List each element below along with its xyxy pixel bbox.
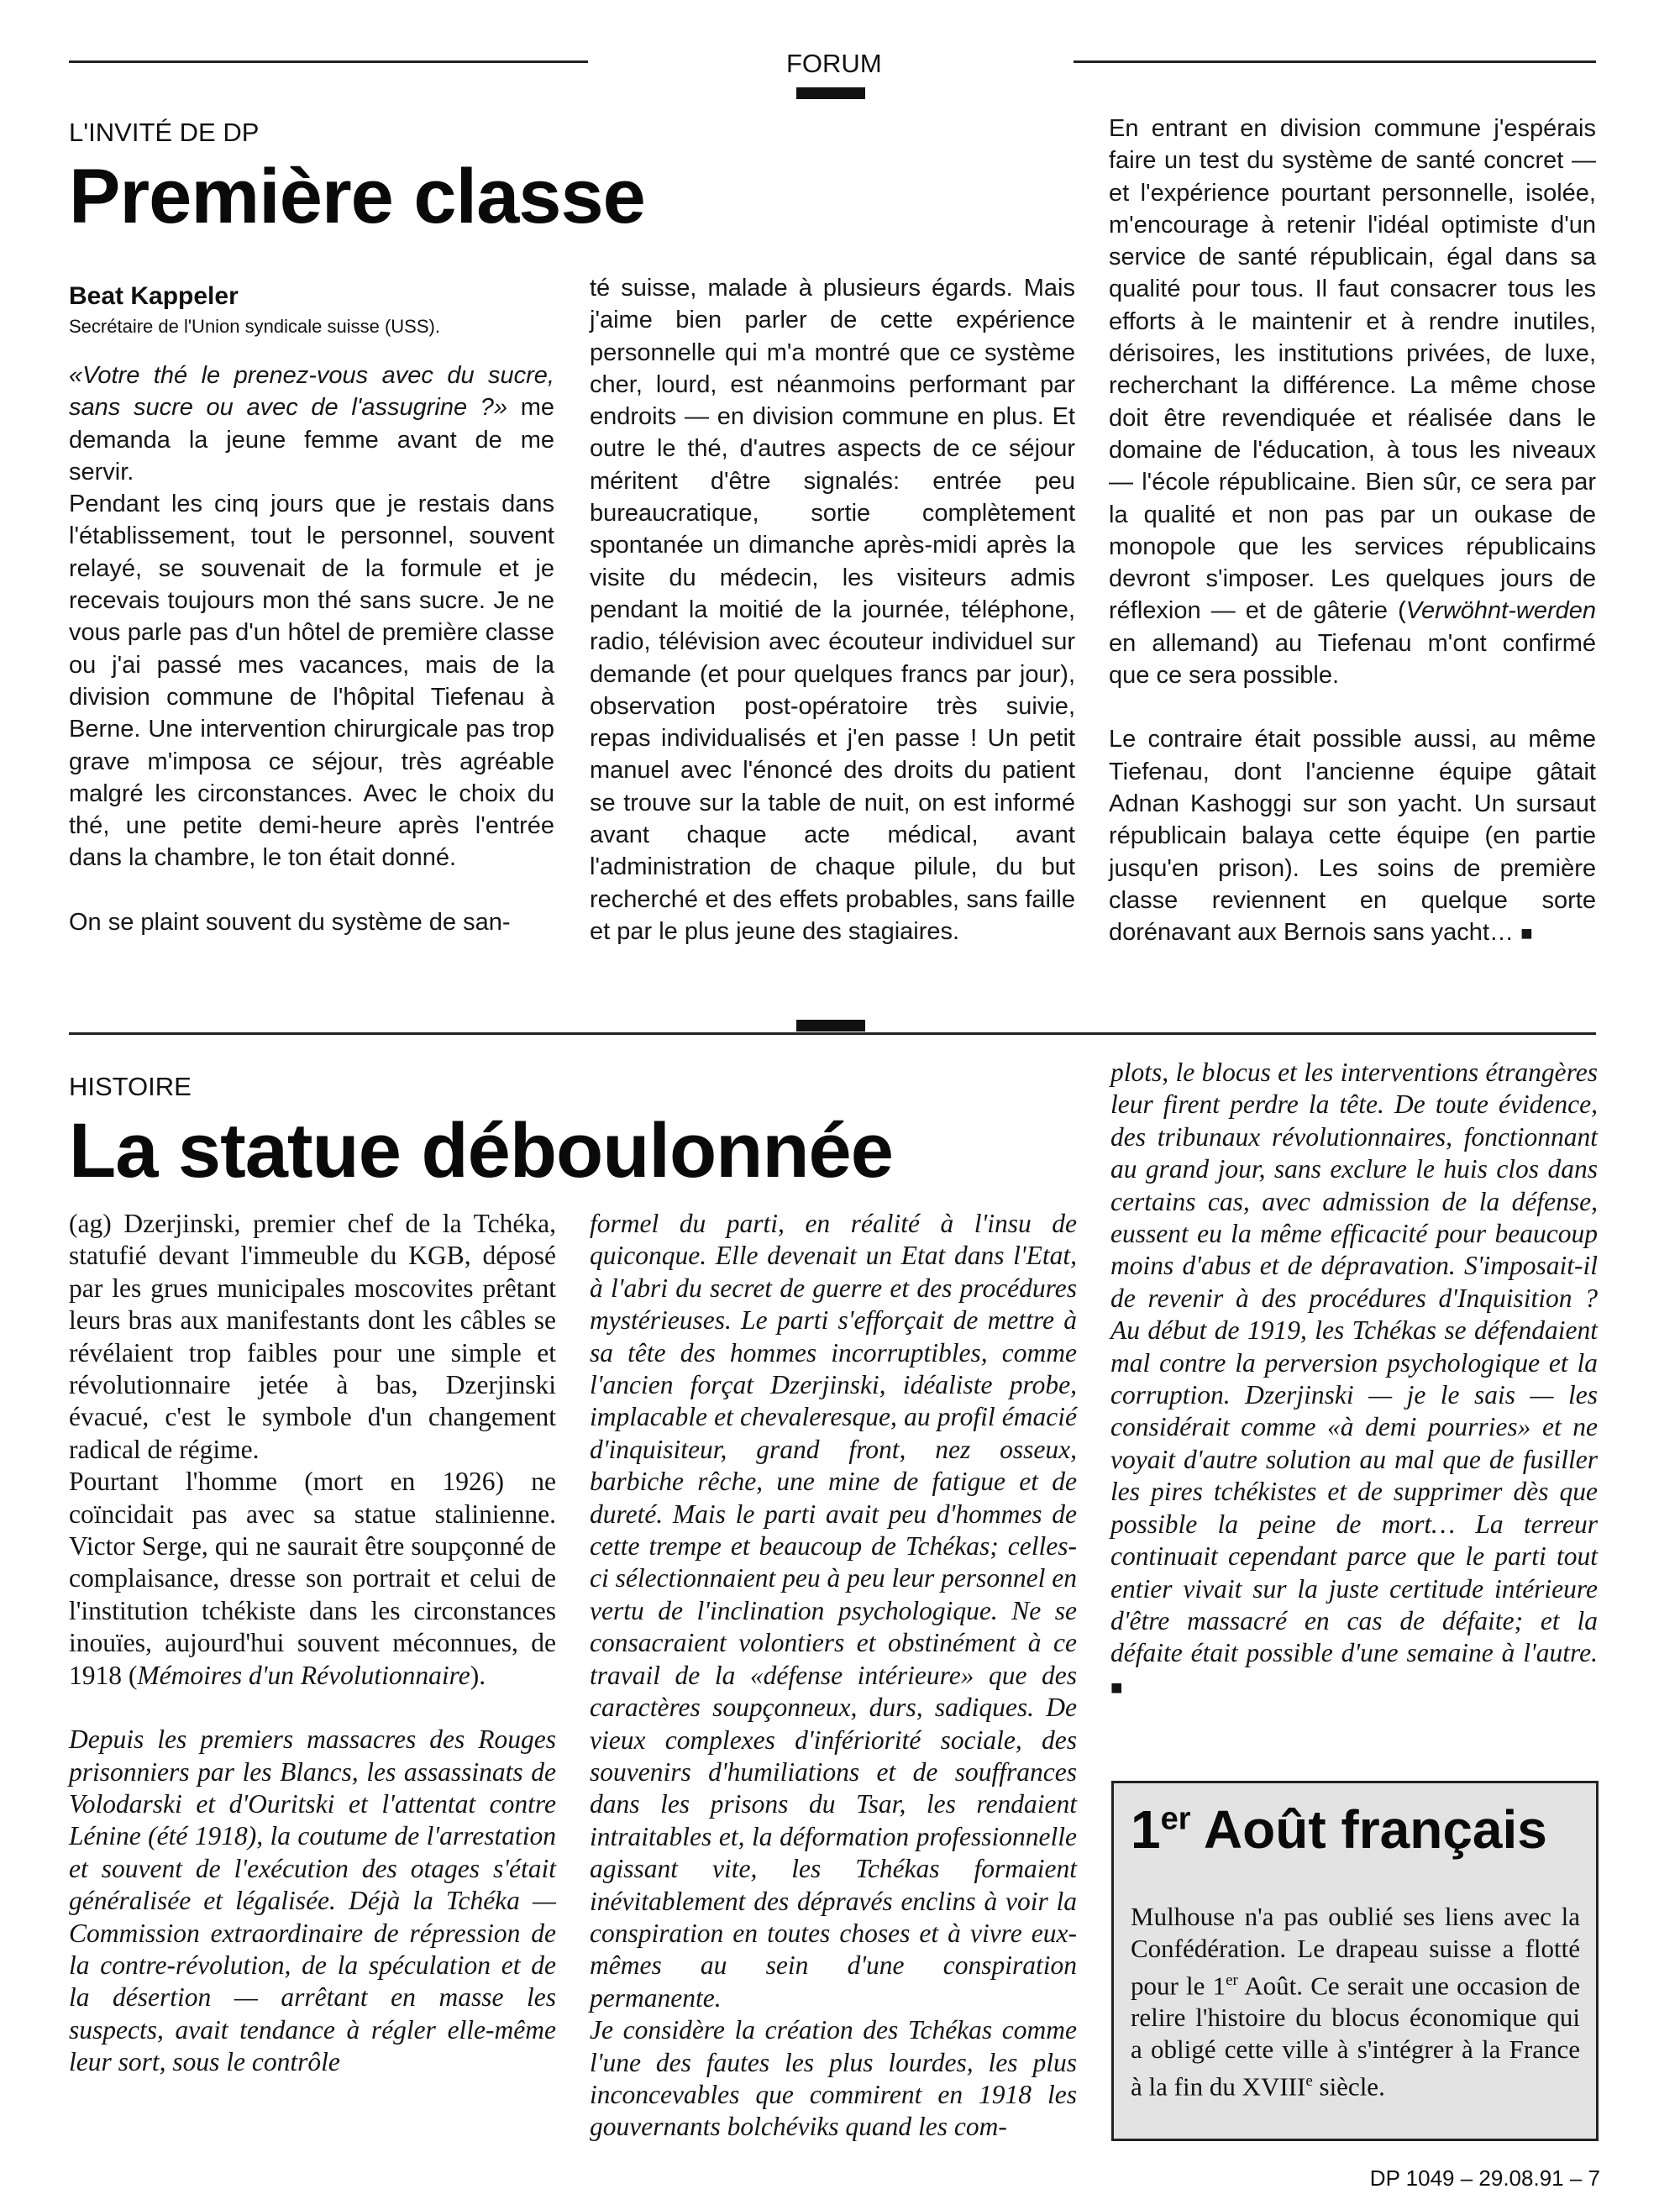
end-mark: ■ (1520, 922, 1533, 946)
article2-text: plots, le blocus et les interventions étrangères leur firent perdre la tête. De toute évidence, des tribunaux révolutionnaires, fonctionnant au grand jour, sans exclure le huis clos dans certains cas, avec admission de la défense, eussent eu la même efficacité pour beaucoup moins d'abus et de dépravation. S'imposait-il de revenir à des procédures d'Inquisition ? Au début de 1919, les Tchékas se défendaient mal contre la perversion psychologique et la corruption. Dzerjinski — je le sais — les considérait comme «à demi pourries» et ne voyait d'autre solution au mal que de fusiller les pires tchékistes et de supprimer dès que possible la peine de mort… La terreur continuait cependant parce que le parti tout entier vivait sur la juste certitude intérieure d'être massacré en cas de défaite; et la défaite était possible d'une semaine à l'autre. (1110, 1058, 1598, 1668)
sidebar-box-body (1131, 1901, 1580, 2103)
article1-column-1 (69, 282, 554, 938)
sidebar-title-superscript: er (1160, 1801, 1191, 1837)
sidebar-box (1111, 1781, 1599, 2141)
middle-rule (69, 1032, 1596, 1035)
sidebar-text: Août. Ce serait une occasion de relire l'histoire du blocus économique qui a obligé cette ville à s'intégrer à la France à la fin du XVIII (1131, 1971, 1580, 2102)
article2-title: La statue déboulonnée (69, 1108, 893, 1194)
article1-text: En entrant en division commune j'espérais faire un test du système de santé concret — et l'expérience pourtant personnelle, isolée, m'encourage à retenir l'idéal optimiste d'un service de santé républicain, égal dans sa qualité pour tous. Il faut consacrer tous les efforts à le maintenir et à rendre inutiles, dérisoires, les institutions privées, de luxe, recherchant la différence. La même chose doit être revendiquée et réalisée dans le domaine de l'éducation, à tous les niveaux — l'école républicaine. Bien sûr, ce sera par la qualité et non pas par un oukase de monopole que les services républicains devront s'imposer. Les quelques jours de réflexion — et de gâterie ( (1109, 115, 1596, 625)
article1-text: Le contraire était possible aussi, au même Tiefenau, dont l'ancienne équipe gâtait Adnan Kashoggi sur son yacht. Un sursaut républicain balaya cette équipe (en partie jusqu'en prison). Les soins de première classe reviennent en quelque sorte dorénavant aux Bernois sans yacht… (1109, 726, 1596, 947)
article1-column-3 (1109, 113, 1596, 950)
article1-author: Beat Kappeler (69, 282, 239, 310)
article2-kicker: HISTOIRE (69, 1072, 192, 1101)
article1-quote: «Votre thé le prenez-vous avec du sucre, sans sucre ou avec de l'assugrine ?» (69, 362, 554, 422)
article2-paragraph (1110, 1057, 1598, 1704)
middle-tab-marker (796, 1020, 865, 1032)
article2-paragraph: formel du parti, en réalité à l'insu de quiconque. Elle devenait un Etat dans l'Etat, à l'abri du secret de guerre et des procédures mystérieuses. Le parti s'efforçait de mettre à sa tête des hommes incorruptibles, comme l'ancien forçat Dzerjinski, idéaliste probe, implacable et chevaleresque, au profil émacié d'inquisiteur, grand front, nez osseux, barbiche rêche, une mine de fatigue et de dureté. Mais le parti avait peu d'hommes de cette trempe et beaucoup de Tchékas; celles-ci sélectionnaient peu à peu leur personnel en vertu de l'inclination psychologique. Ne se consacraient volontiers et obstinément à ce travail de la «défense intérieure» que des caractères soupçonneux, durs, sadiques. De vieux complexes d'infériorité sociale, des souvenirs d'humiliations et de souffrances dans les prisons du Tsar, les rendaient intraitables et, la déformation professionnelle agissant vite, les Tchékas formaient inévitablement des dépravés enclins à voir la conspiration en toutes choses et à vivre eux-mêmes au sein d'une conspiration permanente. (590, 1209, 1077, 2013)
sidebar-superscript: e (1305, 2072, 1313, 2091)
article1-paragraph (1109, 723, 1596, 950)
sidebar-superscript: er (1226, 1971, 1238, 1989)
header-rule-right (1074, 60, 1596, 63)
article1-german-term: Verwöhnt-werden (1405, 597, 1596, 625)
sidebar-title-text: Août français (1190, 1799, 1547, 1860)
article2-paragraph: Depuis les premiers massacres des Rouges prisonniers par les Blancs, les assassinats de Volodarski et d'Ouritski et l'attentat contre Lénine (été 1918), la coutume de l'arrestation et souvent de l'exécution des otages s'était généralisée et légalisée. Déjà la Tchéka — Commission extraordinaire de répression de la contre-révolution, de la spéculation et de la désertion — arrêtant en masse les suspects, avait tendance à régler elle-même leur sort, sous le contrôle (69, 1724, 556, 2077)
header-tab-marker (796, 87, 865, 99)
article2-text: Pourtant l'homme (mort en 1926) ne coïncidait pas avec sa statue stalinienne. Victor Serge, qui ne saurait être soupçonné de complaisance, dresse son portrait et celui de l'institution tchékiste dans les circonstances inouïes, aujourd'hui souvent méconnues, de 1918 ( (69, 1467, 556, 1690)
article2-column-3 (1110, 1057, 1598, 1704)
article2-column-2 (590, 1208, 1077, 2144)
article2-column-1 (69, 1208, 556, 2079)
article1-paragraph (1109, 113, 1596, 691)
article1-paragraph: On se plaint souvent du système de san- (69, 908, 511, 936)
article1-author-role: Secrétaire de l'Union syndicale suisse (USS). (69, 316, 440, 337)
article1-quote-rest: me demanda la jeune femme avant de me servir. (69, 394, 555, 486)
article1-kicker: L'INVITÉ DE DP (69, 118, 260, 147)
header-rule-left (69, 60, 588, 63)
sidebar-box-title (1131, 1798, 1547, 1861)
article1-title: Première classe (69, 154, 645, 239)
page-folio: DP 1049 – 29.08.91 – 7 (1369, 2165, 1600, 2191)
article2-paragraph: (ag) Dzerjinski, premier chef de la Tchéka, statufié devant l'immeuble du KGB, déposé par les grues municipales moscovites prêtant leurs bras aux manifestants dont les câbles se révélaient trop faibles pour une simple et révolutionnaire jetée à bas, Dzerjinski évacué, c'est le symbole d'un changement radical de régime. (69, 1209, 556, 1464)
sidebar-title-number: 1 (1131, 1799, 1161, 1860)
sidebar-text: Mulhouse n'a pas oublié ses liens avec la Confédération. Le drapeau suisse a flotté pour le 1 (1131, 1902, 1580, 2001)
article2-text: ). (470, 1660, 486, 1690)
article1-paragraph: té suisse, malade à plusieurs égards. Mais j'aime bien parler de cette expérience personnelle qui m'a montré que ce système cher, lourd, est néanmoins performant par endroits — en division commune en plus. Et outre le thé, d'autres aspects de ce séjour méritent d'être signalés: entrée peu bureaucratique, sortie complètement spontanée un dimanche après-midi après la visite du médecin, les visiteurs admis pendant la moitié de la journée, téléphone, radio, télévision avec écouteur individuel sur demande (et pour quelques francs par jour), observation post-opératoire très suivie, repas individualisés et j'en passe ! Un petit manuel avec l'énoncé des droits du patient se trouve sur la table de nuit, on est informé avant chaque acte médical, avant l'administration de chaque pilule, du but recherché et des effets probables, sans faille et par le plus jeune des stagiaires. (590, 275, 1075, 945)
article1-paragraph: Pendant les cinq jours que je restais dans l'établissement, tout le personnel, souvent relayé, se souvenait de la formule et je recevais toujours mon thé sans sucre. Je ne vous parle pas d'un hôtel de première classe ou j'ai passé mes vacances, mais de la division commune de l'hôpital Tiefenau à Berne. Une intervention chirurgicale pas trop grave m'imposa ce séjour, très agréable malgré les circonstances. Avec le choix du thé, une petite demi-heure après l'entrée dans la chambre, le ton était donné. (69, 491, 554, 872)
article1-column-2 (590, 272, 1075, 948)
article2-book-title: Mémoires d'un Révolutionnaire (137, 1660, 470, 1690)
sidebar-text: siècle. (1312, 2071, 1385, 2102)
article2-paragraph (69, 1466, 556, 1692)
article1-text: en allemand) au Tiefenau m'ont confirmé que ce sera possible. (1109, 629, 1596, 690)
article1-paragraph (69, 360, 554, 488)
section-label: FORUM (786, 49, 882, 78)
end-mark: ■ (1110, 1677, 1123, 1699)
article2-paragraph: Je considère la création des Tchékas comme l'une des fautes les plus lourdes, les plus inconcevables que commirent en 1918 les gouvernants bolchéviks quand les com- (590, 2015, 1077, 2142)
